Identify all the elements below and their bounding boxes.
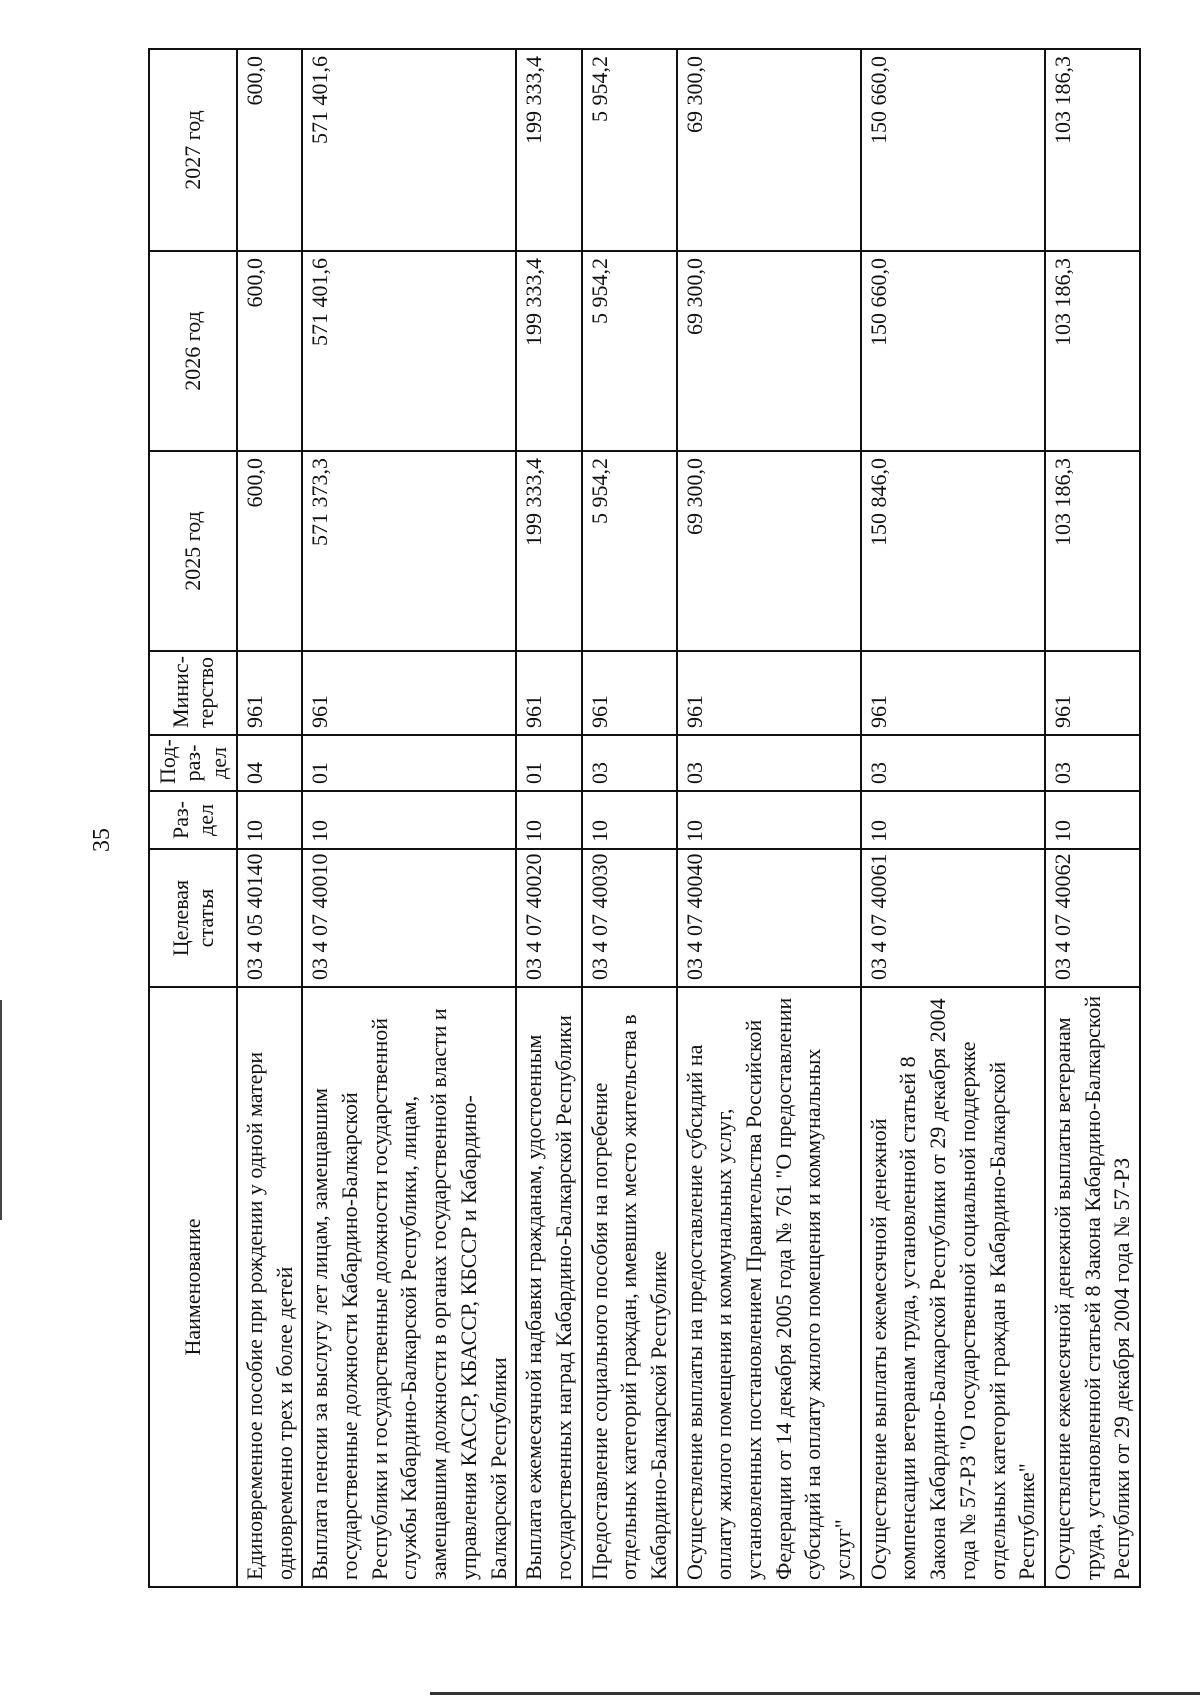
row-section: 10 (1045, 791, 1140, 849)
header-2027: 2027 год (149, 49, 237, 251)
row-name: Осуществление ежемесячной денежной выплаты ветеранам труда, установленной статьей 8 Закона Кабардино-Балкарской Республики от 29 декабря 2004 года № 57-РЗ (1045, 987, 1140, 1587)
row-name: Единовременное пособие при рождении у одной матери одновременно трех и более детей (237, 987, 302, 1587)
row-ministry: 961 (302, 651, 516, 735)
scan-bottom-edge (430, 1692, 1200, 1695)
row-2026: 103 186,3 (1045, 251, 1140, 451)
row-2025: 5 954,2 (582, 451, 677, 651)
row-2027: 150 660,0 (861, 49, 1045, 251)
table-row (302, 49, 516, 1587)
row-subsection: 03 (1045, 735, 1140, 791)
row-target: 03 4 07 40062 (1045, 849, 1140, 987)
row-2027: 103 186,3 (1045, 49, 1140, 251)
row-ministry: 961 (582, 651, 677, 735)
row-ministry: 961 (1045, 651, 1140, 735)
row-2027: 600,0 (237, 49, 302, 251)
row-2026: 571 401,6 (302, 251, 516, 451)
row-subsection: 01 (516, 735, 581, 791)
table-row (861, 49, 1045, 1587)
row-2026: 5 954,2 (582, 251, 677, 451)
row-subsection: 01 (302, 735, 516, 791)
header-2026: 2026 год (149, 251, 237, 451)
table-row (516, 49, 581, 1587)
row-2027: 69 300,0 (677, 49, 861, 251)
row-2026: 150 660,0 (861, 251, 1045, 451)
row-section: 10 (237, 791, 302, 849)
row-2025: 150 846,0 (861, 451, 1045, 651)
row-ministry: 961 (237, 651, 302, 735)
table-row (582, 49, 677, 1587)
row-2026: 69 300,0 (677, 251, 861, 451)
budget-table (148, 48, 1141, 1588)
row-name: Предоставление социального пособия на погребение отдельных категорий граждан, имевших место жительства в Кабардино-Балкарской Республике (582, 987, 677, 1587)
row-subsection: 03 (677, 735, 861, 791)
row-target: 03 4 07 40020 (516, 849, 581, 987)
row-target: 03 4 05 40140 (237, 849, 302, 987)
table-row (677, 49, 861, 1587)
row-target: 03 4 07 40010 (302, 849, 516, 987)
row-2027: 199 333,4 (516, 49, 581, 251)
row-ministry: 961 (861, 651, 1045, 735)
row-2025: 600,0 (237, 451, 302, 651)
row-2025: 69 300,0 (677, 451, 861, 651)
row-2026: 199 333,4 (516, 251, 581, 451)
header-name: Наименование (149, 987, 237, 1587)
row-2027: 571 401,6 (302, 49, 516, 251)
row-section: 10 (677, 791, 861, 849)
row-ministry: 961 (677, 651, 861, 735)
row-name: Осуществление выплаты ежемесячной денежной компенсации ветеранам труда, установленной статьей 8 Закона Кабардино-Балкарской Республики от 29 декабря 2004 года № 57-РЗ "О государственной социальной поддержке отдельных категорий граждан в Кабардино-Балкарской Республике" (861, 987, 1045, 1587)
page-number: 35 (89, 828, 115, 852)
row-section: 10 (516, 791, 581, 849)
row-2025: 199 333,4 (516, 451, 581, 651)
row-2027: 5 954,2 (582, 49, 677, 251)
rotated-table-container (148, 50, 1135, 1588)
row-name: Выплата ежемесячной надбавки гражданам, удостоенным государственных наград Кабардино-Балкарской Республики (516, 987, 581, 1587)
row-name: Выплата пенсии за выслугу лет лицам, замещавшим государственные должности Кабардино-Балкарской Республики и государственные должности государственной службы Кабардино-Балкарской Республики, лицам, замещавшим должности в органах государственной власти и управления КАССР, КБАССР, КБССР и Кабардино-Балкарской Республики (302, 987, 516, 1587)
row-subsection: 04 (237, 735, 302, 791)
row-2026: 600,0 (237, 251, 302, 451)
header-subsection: Под-раз-дел (149, 735, 237, 791)
row-name: Осуществление выплаты на предоставление субсидий на оплату жилого помещения и коммунальных услуг, установленных постановлением Правительства Российской Федерации от 14 декабря 2005 года № 761 "О предоставлении субсидий на оплату жилого помещения и коммунальных услуг" (677, 987, 861, 1587)
row-subsection: 03 (582, 735, 677, 791)
header-ministry: Минис-терство (149, 651, 237, 735)
row-target: 03 4 07 40040 (677, 849, 861, 987)
row-target: 03 4 07 40030 (582, 849, 677, 987)
row-ministry: 961 (516, 651, 581, 735)
row-subsection: 03 (861, 735, 1045, 791)
header-target: Целевая статья (149, 849, 237, 987)
scan-left-edge (0, 1000, 2, 1220)
table-header-row (149, 49, 237, 1587)
header-section: Раз-дел (149, 791, 237, 849)
row-section: 10 (582, 791, 677, 849)
row-2025: 571 373,3 (302, 451, 516, 651)
header-2025: 2025 год (149, 451, 237, 651)
table-row (1045, 49, 1140, 1587)
row-section: 10 (302, 791, 516, 849)
table-row (237, 49, 302, 1587)
row-section: 10 (861, 791, 1045, 849)
row-2025: 103 186,3 (1045, 451, 1140, 651)
row-target: 03 4 07 40061 (861, 849, 1045, 987)
